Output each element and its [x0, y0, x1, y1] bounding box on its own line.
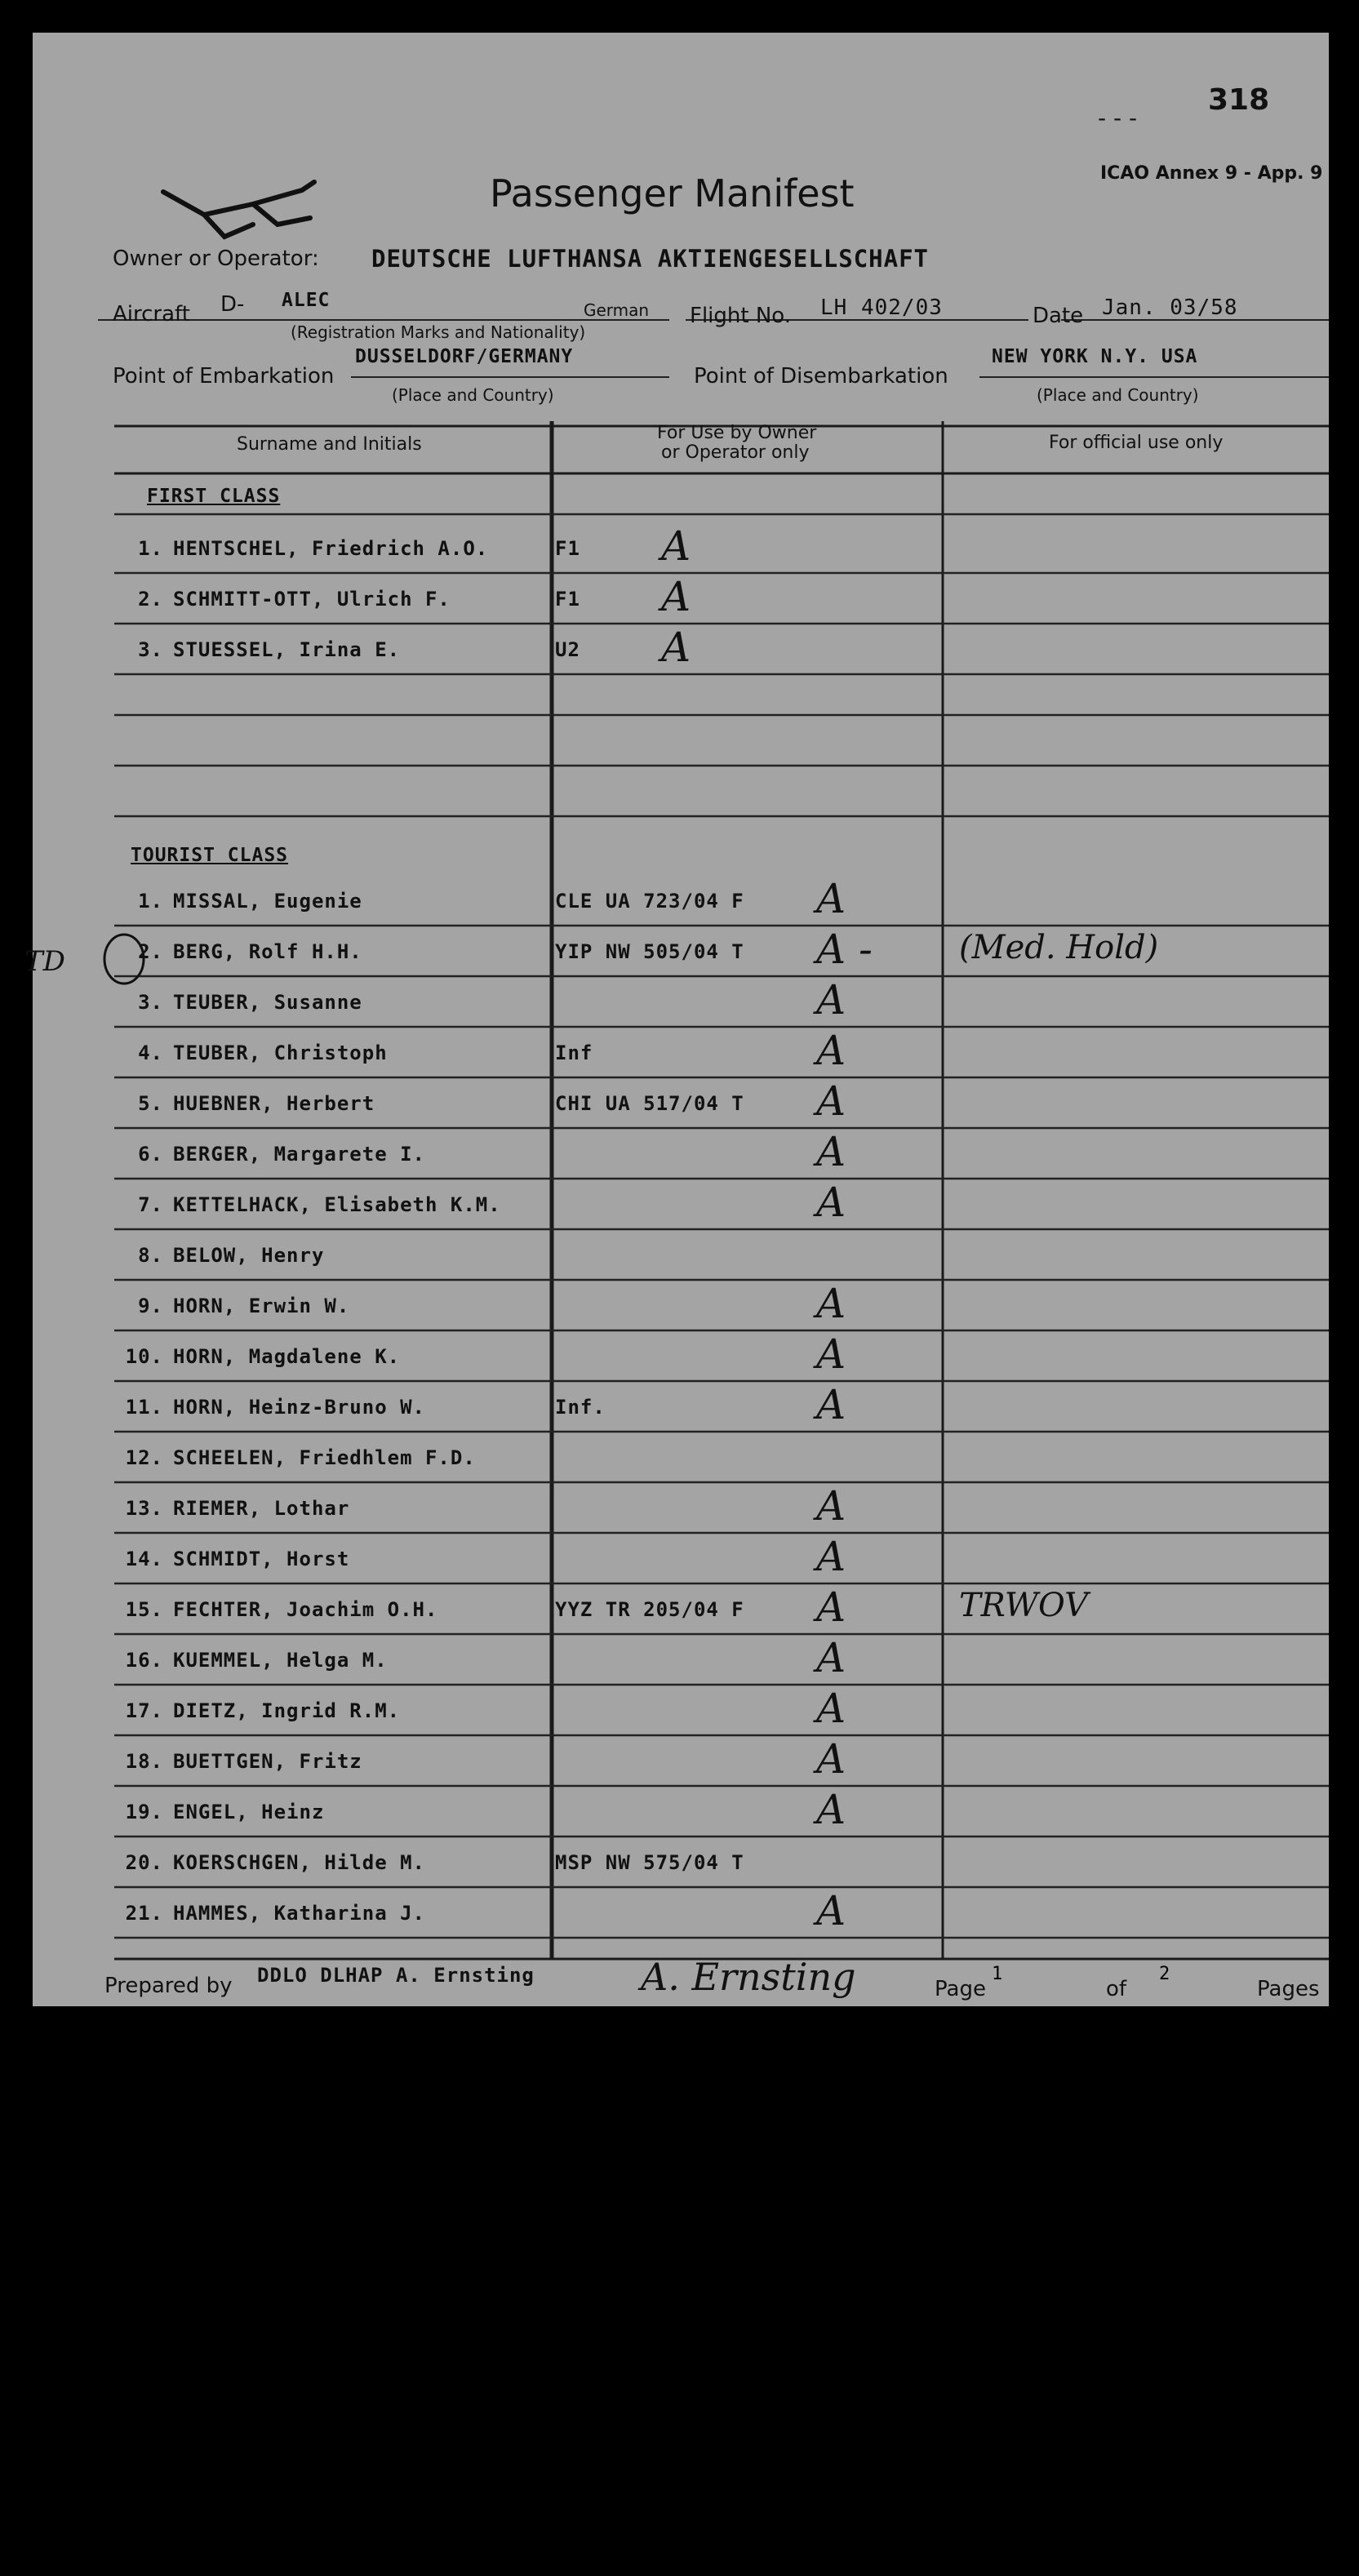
owner-code: Inf.	[555, 1396, 606, 1419]
row-number: 13.	[125, 1497, 163, 1520]
embarkation-caption: (Place and Country)	[392, 385, 554, 405]
handwritten-mark: A	[816, 1735, 846, 1783]
passenger-name: BELOW, Henry	[173, 1244, 325, 1267]
owner-value: DEUTSCHE LUFTHANSA AKTIENGESELLSCHAFT	[371, 245, 930, 273]
handwritten-mark: A	[816, 1280, 846, 1327]
handwritten-mark: A	[661, 522, 691, 570]
lufthansa-crane-logo	[147, 167, 326, 257]
row-number: 12.	[125, 1446, 163, 1469]
of-label: of	[1106, 1977, 1127, 2001]
flight-label: Flight No.	[690, 304, 792, 328]
column-header-official: For official use only	[1049, 433, 1224, 453]
aircraft-prefix: D-	[220, 292, 245, 317]
owner-code: Inf	[555, 1042, 593, 1064]
passenger-name: KUEMMEL, Helga M.	[173, 1649, 388, 1672]
of-value: 2	[1159, 1964, 1170, 1984]
handwritten-mark: A	[816, 1128, 846, 1175]
passenger-name: HORN, Magdalene K.	[173, 1345, 401, 1368]
passenger-name: ENGEL, Heinz	[173, 1801, 325, 1823]
page-title: Passenger Manifest	[490, 171, 855, 215]
passenger-name: SCHMIDT, Horst	[173, 1548, 350, 1570]
handwritten-mark: A	[661, 573, 691, 620]
passenger-name: FECHTER, Joachim O.H.	[173, 1598, 438, 1621]
registration-caption: (Registration Marks and Nationality)	[291, 322, 586, 342]
handwritten-mark: A	[661, 624, 691, 671]
row-number: 19.	[125, 1801, 163, 1823]
row-number: 21.	[125, 1902, 163, 1925]
handwritten-mark: A	[816, 1887, 846, 1934]
embarkation-value: DUSSELDORF/GERMANY	[355, 346, 574, 367]
row-number: 1.	[138, 537, 163, 560]
row-number: 11.	[125, 1396, 163, 1419]
owner-code: F1	[555, 537, 580, 560]
official-note: TRWOV	[959, 1587, 1089, 1624]
icao-annex-reference: ICAO Annex 9 - App. 9	[1100, 163, 1323, 184]
circle-mark	[100, 930, 149, 988]
owner-code: CHI UA 517/04 T	[555, 1092, 744, 1115]
date-label: Date	[1033, 304, 1084, 328]
column-header-surname: Surname and Initials	[237, 434, 422, 455]
passenger-name: SCHMITT-OTT, Ulrich F.	[173, 588, 451, 611]
owner-code: YIP NW 505/04 T	[555, 940, 744, 963]
row-number: 10.	[125, 1345, 163, 1368]
page-number-dashes: - - -	[1098, 104, 1138, 131]
row-number: 2.	[138, 588, 163, 611]
prepared-by-value: DDLO DLHAP A. Ernsting	[257, 1964, 535, 1987]
row-number: 7.	[138, 1193, 163, 1216]
flight-value: LH 402/03	[820, 295, 943, 320]
aircraft-registration: ALEC	[282, 290, 331, 311]
passenger-name: BUETTGEN, Fritz	[173, 1750, 362, 1773]
tourist-class-heading: TOURIST CLASS	[131, 845, 289, 866]
handwritten-mark: A	[816, 976, 846, 1024]
row-number: 20.	[125, 1851, 163, 1874]
passenger-name: HAMMES, Katharina J.	[173, 1902, 425, 1925]
handwritten-mark: A	[816, 1077, 846, 1125]
passenger-name: KOERSCHGEN, Hilde M.	[173, 1851, 425, 1874]
handwritten-mark: A	[816, 1685, 846, 1732]
passenger-name: RIEMER, Lothar	[173, 1497, 350, 1520]
handwritten-mark: A	[816, 1482, 846, 1530]
handwritten-mark: A	[816, 1786, 846, 1833]
owner-code: MSP NW 575/04 T	[555, 1851, 744, 1874]
owner-code: CLE UA 723/04 F	[555, 890, 744, 913]
aircraft-nationality: German	[584, 300, 650, 320]
row-number: 3.	[138, 638, 163, 661]
row-number: 15.	[125, 1598, 163, 1621]
row-number: 14.	[125, 1548, 163, 1570]
handwritten-mark: A	[816, 1381, 846, 1428]
row-number: 17.	[125, 1699, 163, 1722]
signature: A. Ernsting	[641, 1955, 856, 1999]
row-number: 8.	[138, 1244, 163, 1267]
passenger-name: TEUBER, Christoph	[173, 1042, 388, 1064]
disembarkation-label: Point of Disembarkation	[694, 364, 948, 389]
passenger-name: BERGER, Margarete I.	[173, 1143, 425, 1166]
passenger-name: MISSAL, Eugenie	[173, 890, 362, 913]
handwritten-mark: A -	[816, 926, 873, 973]
pages-label: Pages	[1257, 1977, 1320, 2001]
manifest-sheet	[24, 33, 1329, 2006]
passenger-name: KETTELHACK, Elisabeth K.M.	[173, 1193, 501, 1216]
official-note: (Med. Hold)	[959, 929, 1159, 966]
handwritten-mark: A	[816, 1533, 846, 1580]
column-header-owner-use-2: or Operator only	[661, 442, 810, 463]
handwritten-mark: A	[816, 875, 846, 922]
prepared-by-label: Prepared by	[104, 1974, 233, 1998]
disembarkation-caption: (Place and Country)	[1037, 385, 1199, 405]
first-class-heading: FIRST CLASS	[147, 486, 281, 507]
page-label: Page	[935, 1977, 986, 2001]
handwritten-mark: A	[816, 1583, 846, 1631]
handwritten-mark: A	[816, 1634, 846, 1681]
embarkation-label: Point of Embarkation	[113, 364, 335, 389]
passenger-name: BERG, Rolf H.H.	[173, 940, 362, 963]
page-value: 1	[992, 1964, 1003, 1984]
handwritten-mark: A	[816, 1027, 846, 1074]
owner-code: U2	[555, 638, 580, 661]
disembarkation-value: NEW YORK N.Y. USA	[992, 346, 1198, 367]
row-number: 1.	[138, 890, 163, 913]
handwritten-mark: A	[816, 1179, 846, 1226]
owner-label: Owner or Operator:	[113, 246, 319, 271]
column-header-owner-use-1: For Use by Owner	[657, 423, 817, 443]
passenger-name: STUESSEL, Irina E.	[173, 638, 401, 661]
row-number: 3.	[138, 991, 163, 1014]
row-number: 2.	[138, 940, 163, 963]
date-value: Jan. 03/58	[1102, 295, 1238, 320]
aircraft-label: Aircraft	[113, 302, 190, 326]
passenger-name: HORN, Erwin W.	[173, 1295, 350, 1317]
row-number: 18.	[125, 1750, 163, 1773]
row-number: 16.	[125, 1649, 163, 1672]
owner-code: F1	[555, 588, 580, 611]
passenger-name: SCHEELEN, Friedhlem F.D.	[173, 1446, 476, 1469]
page-number: 318	[1208, 83, 1270, 117]
row-number: 6.	[138, 1143, 163, 1166]
row-number: 4.	[138, 1042, 163, 1064]
margin-note: TD	[24, 945, 65, 978]
row-number: 9.	[138, 1295, 163, 1317]
passenger-name: HUEBNER, Herbert	[173, 1092, 375, 1115]
handwritten-mark: A	[816, 1330, 846, 1378]
passenger-name: DIETZ, Ingrid R.M.	[173, 1699, 401, 1722]
passenger-name: TEUBER, Susanne	[173, 991, 362, 1014]
owner-code: YYZ TR 205/04 F	[555, 1598, 744, 1621]
passenger-name: HENTSCHEL, Friedrich A.O.	[173, 537, 489, 560]
passenger-name: HORN, Heinz-Bruno W.	[173, 1396, 425, 1419]
row-number: 5.	[138, 1092, 163, 1115]
